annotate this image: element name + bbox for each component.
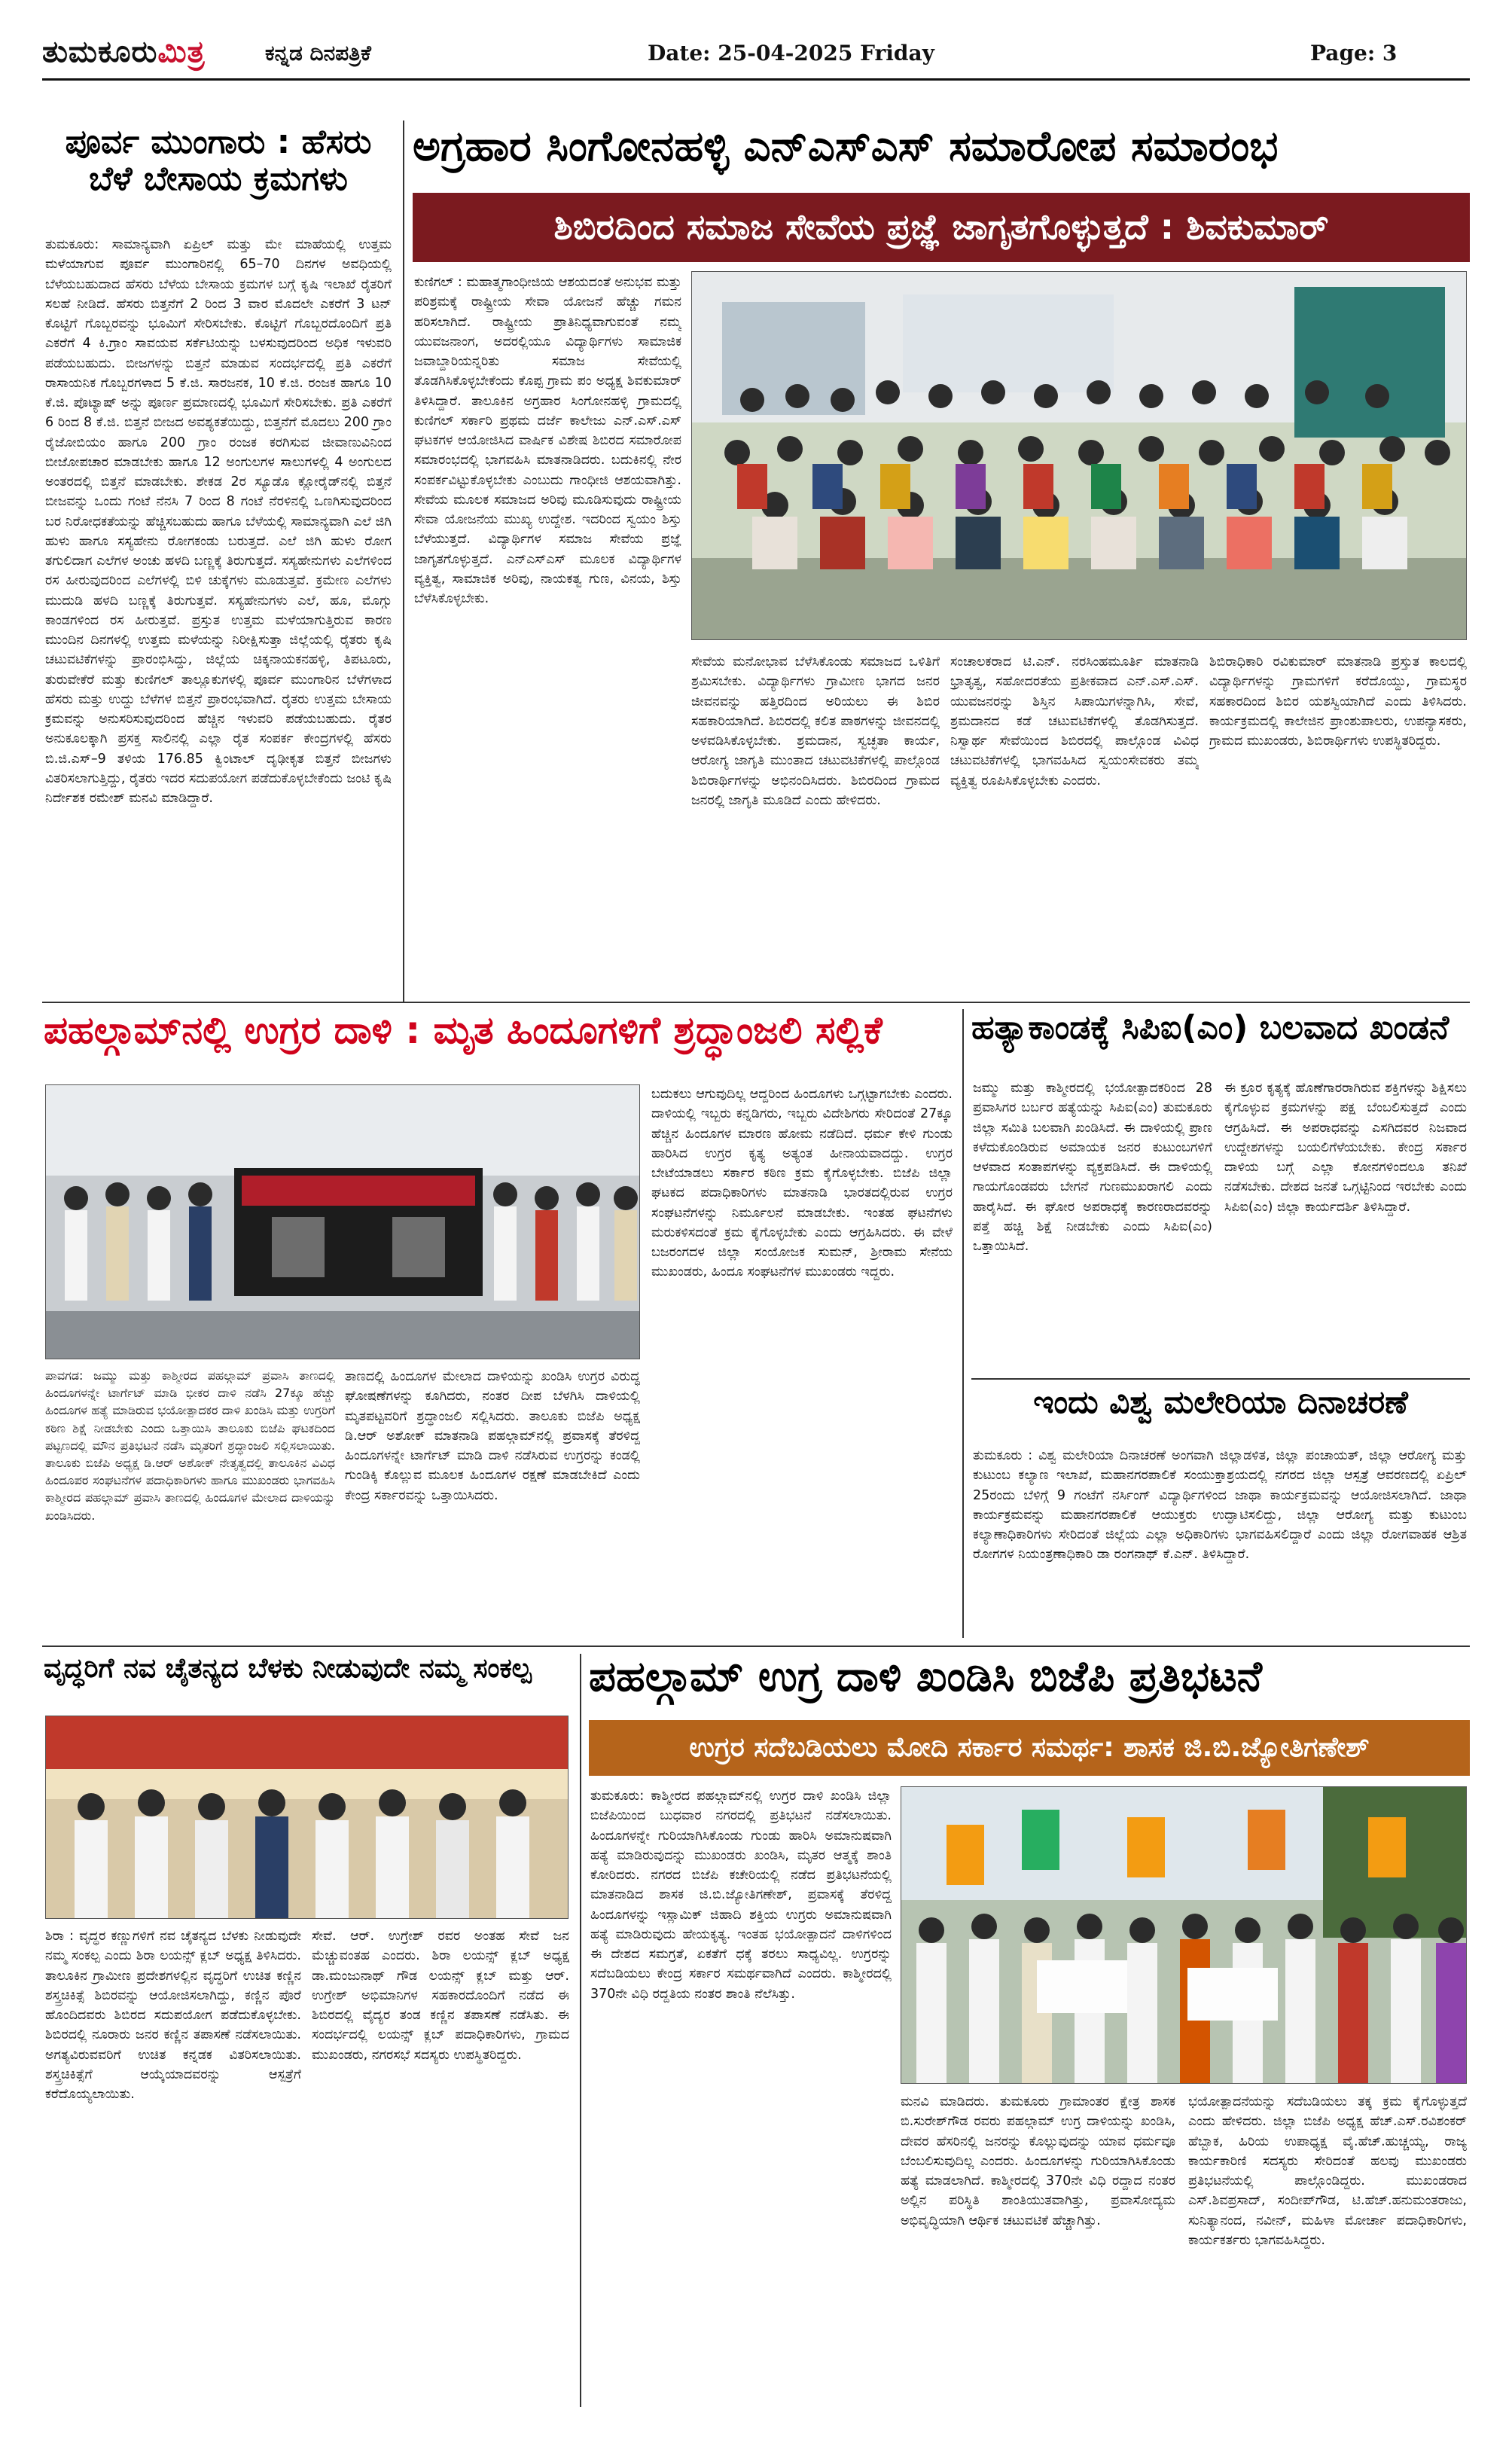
story7-col3: ಭಯೋತ್ಪಾದನೆಯನ್ನು ಸದೆಬಡಿಯಲು ತಕ್ಕ ಕ್ರಮ ಕೈಗೊಳ್ಳುತ್ತದೆ ಎಂದು ಹೇಳಿದರು. ಜಿಲ್ಲಾ ಬಿಜೆಪಿ ಅಧ್ಯಕ್ಷ ಹೆಚ್.ಎಸ್.ರವಿಶಂಕರ್ ಹೆಬ್ಬಾಕ, ಹಿರಿಯ ಉಪಾಧ್ಯಕ್ಷ ವೈ.ಹೆಚ್.ಹುಚ್ಚಯ್ಯ, ರಾಜ್ಯ ಕಾರ್ಯಕಾರಿಣಿ ಸದಸ್ಯರು ಸೇರಿದಂತೆ ಹಲವು ಮುಖಂಡರು ಪ್ರತಿಭಟನೆಯಲ್ಲಿ ಪಾಲ್ಗೊಂಡಿದ್ದರು. ಮುಖಂಡರಾದ ಎಸ್.ಶಿವಪ್ರಸಾದ್, ಸಂದೀಪ್‌ಗೌಡ, ಟಿ.ಹೆಚ್.ಹನುಮಂತರಾಜು, ಸುನಿತ್ಯಾನಂದ, ನವೀನ್, ಮಹಿಳಾ ಮೋರ್ಚಾ ಪದಾಧಿಕಾರಿಗಳು, ಕಾರ್ಯಕರ್ತರು ಭಾಗವಹಿಸಿದ್ದರು. <box>1188 2094 1467 2248</box>
story1-body: ತುಮಕೂರು: ಸಾಮಾನ್ಯವಾಗಿ ಏಪ್ರಿಲ್ ಮತ್ತು ಮೇ ಮಾಹೆಯಲ್ಲಿ ಉತ್ತಮ ಮಳೆಯಾಗುವ ಪೂರ್ವ ಮುಂಗಾರಿನಲ್ಲಿ 65–70 ದಿನಗಳ ಅವಧಿಯಲ್ಲಿ ಬೆಳೆಯಬಹುದಾದ ಹೆಸರು ಬೆಳೆಯ ಬೇಸಾಯ ಕ್ರಮಗಳ ಬಗ್ಗೆ ಕೃಷಿ ಇಲಾಖೆ ರೈತರಿಗೆ ಸಲಹೆ ನೀಡಿದೆ. ಹೆಸರು ಬಿತ್ತನೆಗೆ 2 ರಿಂದ 3 ವಾರ ಮೊದಲೇ ಎಕರೆಗೆ 3 ಟನ್ ಕೊಟ್ಟಿಗೆ ಗೊಬ್ಬರವನ್ನು ಭೂಮಿಗೆ ಸೇರಿಸಬೇಕು. ಕೊಟ್ಟಿಗೆ ಗೊಬ್ಬರದೊಂದಿಗೆ ಪ್ರತಿ ಎಕರೆಗೆ 4 ಕಿ.ಗ್ರಾಂ ಸಾವಯವ ಸರ್ಕೆಟಿಯನ್ನು ಬಳಸುವುದರಿಂದ ಅಧಿಕ ಇಳುವರಿ ಪಡೆಯಬಹುದು. ಬೀಜಗಳನ್ನು ಬಿತ್ತನೆ ಮಾಡುವ ಸಂದರ್ಭದಲ್ಲಿ ಪ್ರತಿ ಎಕರೆಗೆ ರಾಸಾಯನಿಕ ಗೊಬ್ಬರಗಳಾದ 5 ಕೆ.ಜಿ. ಸಾರಜನಕ, 10 ಕೆ.ಜಿ. ರಂಜಕ ಹಾಗೂ 10 ಕೆ.ಜಿ. ಪೊಟ್ಯಾಷ್ ಅನ್ನು ಪೂರ್ಣ ಪ್ರಮಾಣದಲ್ಲಿ ಭೂಮಿಗೆ ಸೇರಿಸಬೇಕು. ಪ್ರತಿ ಎಕರೆಗೆ 6 ರಿಂದ 8 ಕೆ.ಜಿ. ಬಿತ್ತನೆ ಬೀಜದ ಅವಶ್ಯಕತೆಯಿದ್ದು, ಬಿತ್ತನೆಗೆ ಮೊದಲು 200 ಗ್ರಾಂ ರೈಜೋಬಿಯಂ ಹಾಗೂ 200 ಗ್ರಾಂ ರಂಜಕ ಕರಗಿಸುವ ಜೀವಾಣುವಿನಿಂದ ಬೀಜೋಪಚಾರ ಮಾಡಬೇಕು ಹಾಗೂ 12 ಅಂಗುಲಗಳ ಸಾಲುಗಳಲ್ಲಿ 4 ಅಂಗುಲದ ಅಂತರದಲ್ಲಿ ಬಿತ್ತನೆ ಮಾಡಬೇಕು. ಶೇಕಡ 2ರ ಸ್ಯೂಡೊ ಕ್ಲೋರೈಡ್‌ನಲ್ಲಿ ಬಿತ್ತನೆ ಬೀಜವನ್ನು ಒಂದು ಗಂಟೆ ನೆನಸಿ 7 ರಿಂದ 8 ಗಂಟೆ ನೆರಳಿನಲ್ಲಿ ಒಣಗಿಸುವುದರಿಂದ ಬರ ನಿರೋಧಕತೆಯನ್ನು ಹೆಚ್ಚಿಸಬಹುದು ಹಾಗೂ ಬೆಳೆಯಲ್ಲಿ ಸಾಮಾನ್ಯವಾಗಿ ಎಲೆ ಜಿಗಿ ಹುಳು ಹಾಗೂ ಸಸ್ಯಹೇನು ರೋಗಕಂಡು ಬರುತ್ತದೆ. ಎಲೆ ಜಿಗಿ ಹುಳು ರೋಗ ತಗುಲಿದಾಗ ಎಲೆಗಳ ಅಂಚು ಹಳದಿ ಬಣ್ಣಕ್ಕೆ ತಿರುಗುತ್ತದೆ. ಸಸ್ಯಹೇನುಗಳು ಎಲೆಗಳಿಂದ ರಸ ಹೀರುವುದರಿಂದ ಎಲೆಗಳಲ್ಲಿ ಬಿಳಿ ಚುಕ್ಕೆಗಳು ಮೂಡುತ್ತವೆ. ಕ್ರಮೇಣ ಎಲೆಗಳು ಮುದುಡಿ ಹಳದಿ ಬಣ್ಣಕ್ಕೆ ತಿರುಗುತ್ತವೆ. ಸಸ್ಯಹೇನುಗಳು ಎಲೆ, ಹೂ, ಮೊಗ್ಗು ಕಾಂಡಗಳಿಂದ ರಸ ಹೀರುತ್ತವೆ. ಪ್ರಸ್ತುತ ಉತ್ತಮ ಮಳೆಯಾಗುತ್ತಿರುವ ಕಾರಣ ಮುಂದಿನ ದಿನಗಳಲ್ಲಿ ಉತ್ತಮ ಮಳೆಯನ್ನು ನಿರೀಕ್ಷಿಸುತ್ತಾ ಜಿಲ್ಲೆಯಲ್ಲಿ ರೈತರು ಕೃಷಿ ಚಟುವಟಿಕೆಗಳನ್ನು ಪ್ರಾರಂಭಿಸಿದ್ದು, ಜಿಲ್ಲೆಯ ಚಿಕ್ಕನಾಯಕನಹಳ್ಳಿ, ತಿಪಟೂರು, ತುರುವೇಕೆರೆ ಮತ್ತು ಕುಣಿಗಲ್ ತಾಲ್ಲೂಕುಗಳಲ್ಲಿ ಪೂರ್ವ ಮುಂಗಾರಿನ ಬೆಳೆಗಳಾದ ಹೆಸರು ಮತ್ತು ಉದ್ದು ಬೆಳೆಗಳ ಬಿತ್ತನೆ ಪ್ರಾರಂಭವಾಗಿದೆ. ರೈತರು ಉತ್ತಮ ಬೇಸಾಯ ಕ್ರಮವನ್ನು ಅನುಸರಿಸುವುದರಿಂದ ಹೆಚ್ಚಿನ ಇಳುವರಿ ಪಡೆಯಬಹುದು. ರೈತರ ಅನುಕೂಲಕ್ಕಾಗಿ ಪ್ರಸಕ್ತ ಸಾಲಿನಲ್ಲಿ ಎಲ್ಲಾ ರೈತ ಸಂಪರ್ಕ ಕೇಂದ್ರಗಳಲ್ಲಿ ಹೆಸರು ಬಿ.ಜಿ.ಎಸ್–9 ತಳಿಯ 176.85 ಕ್ವಿಂಟಾಲ್ ದೃಢೀಕೃತ ಬಿತ್ತನೆ ಬೀಜಗಳು ವಿತರಿಸಲಾಗುತ್ತಿದ್ದು, ರೈತರು ಇದರ ಸದುಪಯೋಗ ಪಡೆದುಕೊಳ್ಳಬೇಕೆಂದು ಜಂಟಿ ಕೃಷಿ ನಿರ್ದೇಶಕ ರಮೇಶ್ ಮನವಿ ಮಾಡಿದ್ದಾರೆ. <box>45 237 392 806</box>
divider-story5 <box>971 1378 1470 1380</box>
masthead-logo-black: ತುಮಕೂರು <box>42 35 158 69</box>
story3-col2: ತಾಣದಲ್ಲಿ ಹಿಂದೂಗಳ ಮೇಲಾದ ದಾಳಿಯನ್ನು ಖಂಡಿಸಿ ಉಗ್ರರ ವಿರುದ್ಧ ಘೋಷಣೆಗಳನ್ನು ಕೂಗಿದರು, ನಂತರ ದೀಪ ಬೆಳಗಿಸಿ ದಾಳಿಯಲ್ಲಿ ಮೃತಪಟ್ಟವರಿಗೆ ಶ್ರದ್ಧಾಂಜಲಿ ಸಲ್ಲಿಸಿದರು. ತಾಲೂಕು ಬಿಜೆಪಿ ಅಧ್ಯಕ್ಷ ಡಿ.ಆರ್ ಅಶೋಕ್ ಮಾತನಾಡಿ ಪಹಲ್ಗಾಮ್‌ನಲ್ಲಿ ಪ್ರವಾಸಕ್ಕೆ ತೆರಳಿದ್ದ ಹಿಂದೂಗಳನ್ನೇ ಟಾರ್ಗೆಟ್ ಮಾಡಿ ದಾಳಿ ನಡೆಸಿರುವ ಉಗ್ರರನ್ನು ಕಂಡಲ್ಲಿ ಗುಂಡಿಕ್ಕಿ ಕೊಲ್ಲುವ ಮೂಲಕ ಹಿಂದೂಗಳ ರಕ್ಷಣೆ ಮಾಡಬೇಕಿದೆ ಎಂದು ಕೇಂದ್ರ ಸರ್ಕಾರವನ್ನು ಒತ್ತಾಯಿಸಿದರು. <box>345 1369 640 1503</box>
story2-col2: ಸೇವೆಯ ಮನೋಭಾವ ಬೆಳೆಸಿಕೊಂಡು ಸಮಾಜದ ಒಳಿತಿಗೆ ಶ್ರಮಿಸಬೇಕು. ವಿದ್ಯಾರ್ಥಿಗಳು ಗ್ರಾಮೀಣ ಭಾಗದ ಜನರ ಜೀವನವನ್ನು ಹತ್ತಿರದಿಂದ ಅರಿಯಲು ಈ ಶಿಬಿರ ಸಹಕಾರಿಯಾಗಿದೆ. ಶಿಬಿರದಲ್ಲಿ ಕಲಿತ ಪಾಠಗಳನ್ನು ಜೀವನದಲ್ಲಿ ಅಳವಡಿಸಿಕೊಳ್ಳಬೇಕು. ಶ್ರಮದಾನ, ಸ್ವಚ್ಛತಾ ಕಾರ್ಯ, ಆರೋಗ್ಯ ಜಾಗೃತಿ ಮುಂತಾದ ಚಟುವಟಿಕೆಗಳಲ್ಲಿ ಪಾಲ್ಗೊಂಡ ಶಿಬಿರಾರ್ಥಿಗಳನ್ನು ಅಭಿನಂದಿಸಿದರು. ಶಿಬಿರದಿಂದ ಗ್ರಾಮದ ಜನರಲ್ಲಿ ಜಾಗೃತಿ ಮೂಡಿದೆ ಎಂದು ಹೇಳಿದರು. <box>691 654 940 808</box>
masthead-subtitle: ಕನ್ನಡ ದಿನಪತ್ರಿಕೆ <box>265 41 371 66</box>
masthead-rule <box>42 78 1470 81</box>
nss-group-photo <box>692 272 1467 640</box>
story7-col2: ಮನವಿ ಮಾಡಿದರು. ತುಮಕೂರು ಗ್ರಾಮಾಂತರ ಕ್ಷೇತ್ರ ಶಾಸಕ ಬಿ.ಸುರೇಶ್‌ಗೌಡ ರವರು ಪಹಲ್ಗಾಮ್ ಉಗ್ರ ದಾಳಿಯನ್ನು ಖಂಡಿಸಿ, ದೇವರ ಹೆಸರಿನಲ್ಲಿ ಜನರನ್ನು ಕೊಲ್ಲುವುದನ್ನು ಯಾವ ಧರ್ಮವೂ ಬೆಂಬಲಿಸುವುದಿಲ್ಲ ಎಂದರು. ಹಿಂದೂಗಳನ್ನು ಗುರಿಯಾಗಿಸಿಕೊಂಡು ಹತ್ಯೆ ಮಾಡಲಾಗಿದೆ. ಕಾಶ್ಮೀರದಲ್ಲಿ 370ನೇ ವಿಧಿ ರದ್ದಾದ ನಂತರ ಅಲ್ಲಿನ ಪರಿಸ್ಥಿತಿ ಶಾಂತಿಯುತವಾಗಿತ್ತು, ಪ್ರವಾಸೋದ್ಯಮ ಅಭಿವೃದ್ಧಿಯಾಗಿ ಆರ್ಥಿಕ ಚಟುವಟಿಕೆ ಹೆಚ್ಚಾಗಿತ್ತು. <box>901 2094 1175 2228</box>
story2-headline: ಅಗ್ರಹಾರ ಸಿಂಗೋನಹಳ್ಳಿ ಎನ್‌ಎಸ್‌ಎಸ್ ಸಮಾರೋಪ ಸಮಾರಂಭ <box>413 124 1279 171</box>
divider-mid-2 <box>962 1009 964 1638</box>
story7-headline: ಪಹಲ್ಗಾಮ್ ಉಗ್ರ ದಾಳಿ ಖಂಡಿಸಿ ಬಿಜೆಪಿ ಪ್ರತಿಭಟನೆ <box>589 1654 1263 1701</box>
masthead-date: Date: 25-04-2025 Friday <box>648 41 934 66</box>
story6-photo <box>45 1716 569 1919</box>
divider-left <box>403 120 404 1002</box>
story3-photo <box>45 1084 640 1359</box>
story3-caption: ಪಾವಗಡ: ಜಮ್ಮು ಮತ್ತು ಕಾಶ್ಮೀರದ ಪಹಲ್ಗಾಮ್ ಪ್ರವಾಸಿ ತಾಣದಲ್ಲಿ ಹಿಂದೂಗಳನ್ನೇ ಟಾರ್ಗೆಟ್ ಮಾಡಿ ಭೀಕರ ದಾಳಿ ನಡೆಸಿ 27ಕ್ಕೂ ಹೆಚ್ಚು ಹಿಂದೂಗಳ ಹತ್ಯೆ ಮಾಡಿರುವ ಭಯೋತ್ಪಾದಕರ ದಾಳಿ ಖಂಡಿಸಿ ಮತ್ತು ಉಗ್ರರಿಗೆ ಕಠಿಣ ಶಿಕ್ಷೆ ನೀಡಬೇಕು ಎಂದು ಒತ್ತಾಯಿಸಿ ತಾಲೂಕು ಬಿಜೆಪಿ ಘಟಕದಿಂದ ಪಟ್ಟಣದಲ್ಲಿ ಮೌನ ಪ್ರತಿಭಟನೆ ನಡೆಸಿ ಮೃತರಿಗೆ ಶ್ರದ್ಧಾಂಜಲಿ ಸಲ್ಲಿಸಲಾಯಿತು. ತಾಲೂಕು ಬಿಜೆಪಿ ಅಧ್ಯಕ್ಷ ಡಿ.ಆರ್ ಅಶೋಕ್ ನೇತೃತ್ವದಲ್ಲಿ ತಾಲೂಕಿನ ವಿವಿಧ ಹಿಂದೂಪರ ಸಂಘಟನೆಗಳ ಪದಾಧಿಕಾರಿಗಳು ಹಾಗೂ ಮುಖಂಡರು ಭಾಗವಹಿಸಿ ಕಾಶ್ಮೀರದ ಪಹಲ್ಗಾಮ್ ಪ್ರವಾಸಿ ತಾಣದಲ್ಲಿ ಹಿಂದೂಗಳ ಮೇಲಾದ ದಾಳಿಯನ್ನು ಖಂಡಿಸಿದರು. <box>45 1368 335 1523</box>
divider-lower <box>580 1654 581 2407</box>
story2-col3: ಸಂಚಾಲಕರಾದ ಟಿ.ಎನ್. ನರಸಿಂಹಮೂರ್ತಿ ಮಾತನಾಡಿ ಭ್ರಾತೃತ್ವ, ಸಹೋದರತೆಯ ಪ್ರತೀಕವಾದ ಎನ್.ಎಸ್.ಎಸ್. ಯುವಜನರನ್ನು ಶಿಸ್ತಿನ ಸಿಪಾಯಿಗಳನ್ನಾಗಿಸಿ, ಸೇವೆ, ಶ್ರಮದಾನದ ಕಡೆ ಚಟುವಟಿಕೆಗಳಲ್ಲಿ ತೊಡಗಿಸುತ್ತದೆ. ನಿಸ್ವಾರ್ಥ ಸೇವೆಯಿಂದ ಶಿಬಿರದಲ್ಲಿ ಪಾಲ್ಗೊಂಡ ವಿವಿಧ ಚಟುವಟಿಕೆಗಳಲ್ಲಿ ಭಾಗವಹಿಸಿದ ಸ್ವಯಂಸೇವಕರು ತಮ್ಮ ವ್ಯಕ್ತಿತ್ವ ರೂಪಿಸಿಕೊಳ್ಳಬೇಕು ಎಂದರು. <box>950 654 1199 788</box>
story2-col4: ಶಿಬಿರಾಧಿಕಾರಿ ರವಿಕುಮಾರ್ ಮಾತನಾಡಿ ಪ್ರಸ್ತುತ ಕಾಲದಲ್ಲಿ ವಿದ್ಯಾರ್ಥಿಗಳನ್ನು ಗ್ರಾಮಗಳಿಗೆ ಕರೆದೊಯ್ದು, ಗ್ರಾಮಸ್ಥರ ಸಹಕಾರದಿಂದ ಶಿಬಿರ ಯಶಸ್ವಿಯಾಗಿದೆ ಎಂದು ತಿಳಿಸಿದರು. ಕಾರ್ಯಕ್ರಮದಲ್ಲಿ ಕಾಲೇಜಿನ ಪ್ರಾಂಶುಪಾಲರು, ಉಪನ್ಯಾಸಕರು, ಗ್ರಾಮದ ಮುಖಂಡರು, ಶಿಬಿರಾರ್ಥಿಗಳು ಉಪಸ್ಥಿತರಿದ್ದರು. <box>1209 654 1467 749</box>
story4-col1: ಜಮ್ಮು ಮತ್ತು ಕಾಶ್ಮೀರದಲ್ಲಿ ಭಯೋತ್ಪಾದಕರಿಂದ 28 ಪ್ರವಾಸಿಗರ ಬರ್ಬರ ಹತ್ಯೆಯನ್ನು ಸಿಪಿಐ(ಎಂ) ತುಮಕೂರು ಜಿಲ್ಲಾ ಸಮಿತಿ ಬಲವಾಗಿ ಖಂಡಿಸಿದೆ. ಈ ದಾಳಿಯಲ್ಲಿ ಪ್ರಾಣ ಕಳೆದುಕೊಂಡಿರುವ ಅಮಾಯಕ ಜನರ ಕುಟುಂಬಗಳಿಗೆ ಆಳವಾದ ಸಂತಾಪಗಳನ್ನು ವ್ಯಕ್ತಪಡಿಸಿದೆ. ಈ ದಾಳಿಯಲ್ಲಿ ಗಾಯಗೊಂಡವರು ಬೇಗನೆ ಗುಣಮುಖರಾಗಲಿ ಎಂದು ಹಾರೈಸಿದೆ. ಈ ಘೋರ ಅಪರಾಧಕ್ಕೆ ಕಾರಣರಾದವರನ್ನು ಪತ್ತೆ ಹಚ್ಚಿ ಶಿಕ್ಷೆ ನೀಡಬೇಕು ಎಂದು ಸಿಪಿಐ(ಎಂ) ಒತ್ತಾಯಿಸಿದೆ. <box>973 1081 1212 1254</box>
divider-mid-3 <box>42 1646 1470 1647</box>
masthead-logo-red: ಮಿತ್ರ <box>157 35 206 69</box>
story2-banner: ಶಿಬಿರದಿಂದ ಸಮಾಜ ಸೇವೆಯ ಪ್ರಜ್ಞೆ ಜಾಗೃತಗೊಳ್ಳುತ್ತದೆ : ಶಿವಕುಮಾರ್ <box>413 193 1470 262</box>
tribute-protest-photo <box>46 1085 640 1359</box>
story3-col3: ಬದುಕಲು ಆಗುವುದಿಲ್ಲ ಆದ್ದರಿಂದ ಹಿಂದೂಗಳು ಒಗ್ಗಟ್ಟಾಗಬೇಕು ಎಂದರು. ದಾಳಿಯಲ್ಲಿ ಇಬ್ಬರು ಕನ್ನಡಿಗರು, ಇಬ್ಬರು ವಿದೇಶಿಗರು ಸೇರಿದಂತೆ 27ಕ್ಕೂ ಹೆಚ್ಚಿನ ಹಿಂದೂಗಳ ಮಾರಣ ಹೋಮ ನಡೆದಿದೆ. ಧರ್ಮ ಕೇಳಿ ಗುಂಡು ಹಾರಿಸಿದ ಉಗ್ರರ ಕೃತ್ಯ ಅತ್ಯಂತ ಹೀನಾಯವಾದದ್ದು. ಉಗ್ರರ ಬೇಟೆಯಾಡಲು ಸರ್ಕಾರ ಕಠಿಣ ಕ್ರಮ ಕೈಗೊಳ್ಳಬೇಕು. ಬಿಜೆಪಿ ಜಿಲ್ಲಾ ಘಟಕದ ಪದಾಧಿಕಾರಿಗಳು ಮಾತನಾಡಿ ಭಾರತದಲ್ಲಿರುವ ಉಗ್ರರ ಸಂಘಟನೆಗಳನ್ನು ನಿರ್ಮೂಲನೆ ಮಾಡಬೇಕು. ಇಂತಹ ಘಟನೆಗಳು ಮರುಕಳಿಸದಂತೆ ಕ್ರಮ ಕೈಗೊಳ್ಳಬೇಕು ಎಂದು ಆಗ್ರಹಿಸಿದರು. ಈ ವೇಳೆ ಬಜರಂಗದಳ ಜಿಲ್ಲಾ ಸಂಯೋಜಕ ಸುಮನ್, ಶ್ರೀರಾಮ ಸೇನೆಯ ಮುಖಂಡರು, ಹಿಂದೂ ಸಂಘಟನೆಗಳ ಮುಖಂಡರು ಇದ್ದರು. <box>651 1087 953 1280</box>
bjp-protest-photo <box>901 1787 1467 2084</box>
story6-col2: ಸೇವೆ. ಆರ್. ಉಗ್ರೇಶ್ ರವರ ಅಂತಹ ಸೇವೆ ಜನ ಮೆಚ್ಚುವಂತಹ ಎಂದರು. ಶಿರಾ ಲಯನ್ಸ್ ಕ್ಲಬ್ ಅಧ್ಯಕ್ಷ ಡಾ.ಮಂಜುನಾಥ್ ಗೌಡ ಲಯನ್ಸ್ ಕ್ಲಬ್ ಮತ್ತು ಆರ್. ಉಗ್ರೇಶ್ ಅಭಿಮಾನಿಗಳ ಸಹಕಾರದೊಂದಿಗೆ ನಡೆದ ಈ ಶಿಬಿರದಲ್ಲಿ ವೈದ್ಯರ ತಂಡ ಕಣ್ಣಿನ ತಪಾಸಣೆ ನಡೆಸಿತು. ಈ ಸಂದರ್ಭದಲ್ಲಿ ಲಯನ್ಸ್ ಕ್ಲಬ್ ಪದಾಧಿಕಾರಿಗಳು, ಗ್ರಾಮದ ಮುಖಂಡರು, ನಗರಸಭೆ ಸದಸ್ಯರು ಉಪಸ್ಥಿತರಿದ್ದರು. <box>312 1929 569 2063</box>
divider-mid-1 <box>42 1002 1470 1003</box>
story3-headline: ಪಹಲ್ಗಾಮ್‌ನಲ್ಲಿ ಉಗ್ರರ ದಾಳಿ : ಮೃತ ಹಿಂದೂಗಳಿಗೆ ಶ್ರದ್ಧಾಂಜಲಿ ಸಲ್ಲಿಕೆ <box>44 1009 883 1052</box>
story5-headline: ಇಂದು ವಿಶ್ವ ಮಲೇರಿಯಾ ದಿನಾಚರಣೆ <box>1033 1384 1408 1420</box>
story7-col1: ತುಮಕೂರು: ಕಾಶ್ಮೀರದ ಪಹಲ್ಗಾಮ್‌ನಲ್ಲಿ ಉಗ್ರರ ದಾಳಿ ಖಂಡಿಸಿ ಜಿಲ್ಲಾ ಬಿಜೆಪಿಯಿಂದ ಬುಧವಾರ ನಗರದಲ್ಲಿ ಪ್ರತಿಭಟನೆ ನಡೆಸಲಾಯಿತು. ಹಿಂದೂಗಳನ್ನೇ ಗುರಿಯಾಗಿಸಿಕೊಂಡು ಗುಂಡು ಹಾರಿಸಿ ಅಮಾನುಷವಾಗಿ ಹತ್ಯೆ ಮಾಡಿರುವುದನ್ನು ಮುಖಂಡರು ಖಂಡಿಸಿ, ಮೃತರ ಆತ್ಮಕ್ಕೆ ಶಾಂತಿ ಕೋರಿದರು. ನಗರದ ಬಿಜೆಪಿ ಕಚೇರಿಯಲ್ಲಿ ನಡೆದ ಪ್ರತಿಭಟನೆಯಲ್ಲಿ ಮಾತನಾಡಿದ ಶಾಸಕ ಜಿ.ಬಿ.ಜ್ಯೋತಿಗಣೇಶ್, ಪ್ರವಾಸಕ್ಕೆ ತೆರಳಿದ್ದ ಹಿಂದೂಗಳನ್ನು ಇಸ್ಲಾಮಿಕ್ ಜಿಹಾದಿ ಶಕ್ತಿಯ ಉಗ್ರರು ಅಮಾನುಷವಾಗಿ ಹತ್ಯೆ ಮಾಡಿರುವುದು ಹೇಯಕೃತ್ಯ. ಇಂತಹ ಭಯೋತ್ಪಾದನೆ ದಾಳಿಗಳಿಂದ ಈ ದೇಶದ ಸಮಗ್ರತೆ, ಏಕತೆಗೆ ಧಕ್ಕೆ ತರಲು ಸಾಧ್ಯವಿಲ್ಲ. ಉಗ್ರರನ್ನು ಸದೆಬಡಿಯಲು ಕೇಂದ್ರ ಸರ್ಕಾರ ಸಮರ್ಥವಾಗಿದೆ ಎಂದರು. ಕಾಶ್ಮೀರದಲ್ಲಿ 370ನೇ ವಿಧಿ ರದ್ದತಿಯ ನಂತರ ಶಾಂತಿ ನೆಲೆಸಿತ್ತು. <box>590 1789 892 2002</box>
story4-col2: ಈ ಕ್ರೂರ ಕೃತ್ಯಕ್ಕೆ ಹೊಣೆಗಾರರಾಗಿರುವ ಶಕ್ತಿಗಳನ್ನು ಶಿಕ್ಷಿಸಲು ಕೈಗೊಳ್ಳುವ ಕ್ರಮಗಳನ್ನು ಪಕ್ಷ ಬೆಂಬಲಿಸುತ್ತದೆ ಎಂದು ಆಗ್ರಹಿಸಿದೆ. ಈ ಅಪರಾಧವನ್ನು ಎಸಗಿದವರ ನಿಜವಾದ ಉದ್ದೇಶಗಳನ್ನು ಬಯಲಿಗೆಳೆಯಬೇಕು. ಕೇಂದ್ರ ಸರ್ಕಾರ ದಾಳಿಯ ಬಗ್ಗೆ ಎಲ್ಲಾ ಕೋನಗಳಿಂದಲೂ ತನಿಖೆ ನಡೆಸಬೇಕು. ದೇಶದ ಜನತೆ ಒಗ್ಗಟ್ಟಿನಿಂದ ಇರಬೇಕು ಎಂದು ಸಿಪಿಐ(ಎಂ) ಜಿಲ್ಲಾ ಕಾರ್ಯದರ್ಶಿ ತಿಳಿಸಿದ್ದಾರೆ. <box>1224 1081 1467 1215</box>
story6-headline: ವೃದ್ಧರಿಗೆ ನವ ಚೈತನ್ಯದ ಬೆಳಕು ನೀಡುವುದೇ ನಮ್ಮ ಸಂಕಲ್ಪ <box>44 1654 532 1684</box>
masthead-page: Page: 3 <box>1310 41 1398 66</box>
masthead-logo <box>42 35 261 72</box>
eye-camp-photo <box>46 1716 569 1919</box>
story2-photo <box>691 271 1467 640</box>
story1-headline: ಪೂರ್ವ ಮುಂಗಾರು : ಹೆಸರು ಬೆಳೆ ಬೇಸಾಯ ಕ್ರಮಗಳು <box>65 123 372 199</box>
story4-headline: ಹತ್ಯಾಕಾಂಡಕ್ಕೆ ಸಿಪಿಐ(ಎಂ) ಬಲವಾದ ಖಂಡನೆ <box>971 1009 1450 1047</box>
story6-col1: ಶಿರಾ : ವೃದ್ಧರ ಕಣ್ಣುಗಳಿಗೆ ನವ ಚೈತನ್ಯದ ಬೆಳಕು ನೀಡುವುದೇ ನಮ್ಮ ಸಂಕಲ್ಪ ಎಂದು ಶಿರಾ ಲಯನ್ಸ್ ಕ್ಲಬ್ ಅಧ್ಯಕ್ಷ ತಿಳಿಸಿದರು. ತಾಲೂಕಿನ ಗ್ರಾಮೀಣ ಪ್ರದೇಶಗಳಲ್ಲಿನ ವೃದ್ಧರಿಗೆ ಉಚಿತ ಕಣ್ಣಿನ ಶಸ್ತ್ರಚಿಕಿತ್ಸೆ ಶಿಬಿರವನ್ನು ಆಯೋಜಿಸಲಾಗಿದ್ದು, ಕಣ್ಣಿನ ಪೊರೆ ಹೊಂದಿದವರು ಶಿಬಿರದ ಸದುಪಯೋಗ ಪಡೆದುಕೊಳ್ಳಬೇಕು. ಶಿಬಿರದಲ್ಲಿ ನೂರಾರು ಜನರ ಕಣ್ಣಿನ ತಪಾಸಣೆ ನಡೆಸಲಾಯಿತು. ಅಗತ್ಯವಿರುವವರಿಗೆ ಉಚಿತ ಕನ್ನಡಕ ವಿತರಿಸಲಾಯಿತು. ಶಸ್ತ್ರಚಿಕಿತ್ಸೆಗೆ ಆಯ್ಕೆಯಾದವರನ್ನು ಆಸ್ಪತ್ರೆಗೆ ಕರೆದೊಯ್ಯಲಾಯಿತು. <box>45 1929 301 2102</box>
story5-body: ತುಮಕೂರು : ವಿಶ್ವ ಮಲೇರಿಯಾ ದಿನಾಚರಣೆ ಅಂಗವಾಗಿ ಜಿಲ್ಲಾಡಳಿತ, ಜಿಲ್ಲಾ ಪಂಚಾಯತ್, ಜಿಲ್ಲಾ ಆರೋಗ್ಯ ಮತ್ತು ಕುಟುಂಬ ಕಲ್ಯಾಣ ಇಲಾಖೆ, ಮಹಾನಗರಪಾಲಿಕೆ ಸಂಯುಕ್ತಾಶ್ರಯದಲ್ಲಿ ನಗರದ ಜಿಲ್ಲಾ ಆಸ್ಪತ್ರೆ ಆವರಣದಲ್ಲಿ ಏಪ್ರಿಲ್ 25ರಂದು ಬೆಳಿಗ್ಗೆ 9 ಗಂಟೆಗೆ ನರ್ಸಿಂಗ್ ವಿದ್ಯಾರ್ಥಿಗಳಿಂದ ಜಾಥಾ ಕಾರ್ಯಕ್ರಮವನ್ನು ಆಯೋಜಿಸಲಾಗಿದೆ. ಜಾಥಾ ಕಾರ್ಯಕ್ರಮವನ್ನು ಮಹಾನಗರಪಾಲಿಕೆ ಆಯುಕ್ತರು ಉದ್ಘಾಟಿಸಲಿದ್ದು, ಜಿಲ್ಲಾ ಆರೋಗ್ಯ ಮತ್ತು ಕುಟುಂಬ ಕಲ್ಯಾಣಾಧಿಕಾರಿಗಳು ಸೇರಿದಂತೆ ಜಿಲ್ಲೆಯ ಎಲ್ಲಾ ಅಧಿಕಾರಿಗಳು ಭಾಗವಹಿಸಲಿದ್ದಾರೆ ಎಂದು ಜಿಲ್ಲಾ ರೋಗವಾಹಕ ಆಶ್ರಿತ ರೋಗಗಳ ನಿಯಂತ್ರಣಾಧಿಕಾರಿ ಡಾ ರಂಗನಾಥ್ ಕೆ.ಎನ್. ತಿಳಿಸಿದ್ದಾರೆ. <box>973 1448 1467 1563</box>
story2-col1: ಕುಣಿಗಲ್ : ಮಹಾತ್ಮಗಾಂಧೀಜಿಯ ಆಶಯದಂತೆ ಅನುಭವ ಮತ್ತು ಪರಿಶ್ರಮಕ್ಕೆ ರಾಷ್ಟ್ರೀಯ ಸೇವಾ ಯೋಜನೆ ಹೆಚ್ಚು ಗಮನ ಹರಿಸಲಾಗಿದೆ. ರಾಷ್ಟ್ರೀಯ ಪ್ರಾತಿನಿಧ್ಯವಾಗುವಂತೆ ನಮ್ಮ ಯುವಜನಾಂಗ, ಅದರಲ್ಲಿಯೂ ವಿದ್ಯಾರ್ಥಿಗಳು ಸಾಮಾಜಿಕ ಜವಾಬ್ದಾರಿಯನ್ನರಿತು ಸಮಾಜ ಸೇವೆಯಲ್ಲಿ ತೊಡಗಿಸಿಕೊಳ್ಳಬೇಕೆಂದು ಕೊಪ್ಪ ಗ್ರಾಮ ಪಂ ಅಧ್ಯಕ್ಷ ಶಿವಕುಮಾರ್ ತಿಳಿಸಿದ್ದಾರೆ. ತಾಲೂಕಿನ ಅಗ್ರಹಾರ ಸಿಂಗೋನಹಳ್ಳಿ ಗ್ರಾಮದಲ್ಲಿ ಕುಣಿಗಲ್ ಸರ್ಕಾರಿ ಪ್ರಥಮ ದರ್ಜೆ ಕಾಲೇಜು ಎನ್.ಎಸ್.ಎಸ್ ಘಟಕಗಳ ಆಯೋಜಿಸಿದ ವಾರ್ಷಿಕ ವಿಶೇಷ ಶಿಬಿರದ ಸಮಾರೋಪ ಸಮಾರಂಭದಲ್ಲಿ ಭಾಗವಹಿಸಿ ಮಾತನಾಡಿದರು. ಬದುಕಿನಲ್ಲಿ ನೇರ ಸಂಪರ್ಕವಿಟ್ಟುಕೊಳ್ಳಬೇಕು ಎಂಬುದು ಗಾಂಧೀಜಿ ಆಶಯವಾಗಿತ್ತು. ಸೇವೆಯ ಮೂಲಕ ಸಮಾಜದ ಅರಿವು ಮೂಡಿಸುವುದು ರಾಷ್ಟ್ರೀಯ ಸೇವಾ ಯೋಜನೆಯ ಮುಖ್ಯ ಉದ್ದೇಶ. ಇದರಿಂದ ಸ್ವಯಂ ಶಿಸ್ತು ಬೆಳೆಯುತ್ತದೆ. ವಿದ್ಯಾರ್ಥಿಗಳ ಸಮಾಜ ಸೇವೆಯ ಪ್ರಜ್ಞೆ ಜಾಗೃತಗೊಳ್ಳುತ್ತದೆ. ಎನ್ಎಸ್ಎಸ್ ಮೂಲಕ ವಿದ್ಯಾರ್ಥಿಗಳ ವ್ಯಕ್ತಿತ್ವ, ಸಾಮಾಜಿಕ ಅರಿವು, ನಾಯಕತ್ವ ಗುಣ, ವಿನಯ, ಶಿಸ್ತು ಬೆಳೆಸಿಕೊಳ್ಳಬೇಕು. <box>414 275 681 606</box>
story7-photo <box>901 1786 1467 2084</box>
story7-banner: ಉಗ್ರರ ಸದೆಬಡಿಯಲು ಮೋದಿ ಸರ್ಕಾರ ಸಮರ್ಥ: ಶಾಸಕ ಜಿ.ಬಿ.ಜ್ಯೋತಿಗಣೇಶ್ <box>589 1720 1470 1776</box>
